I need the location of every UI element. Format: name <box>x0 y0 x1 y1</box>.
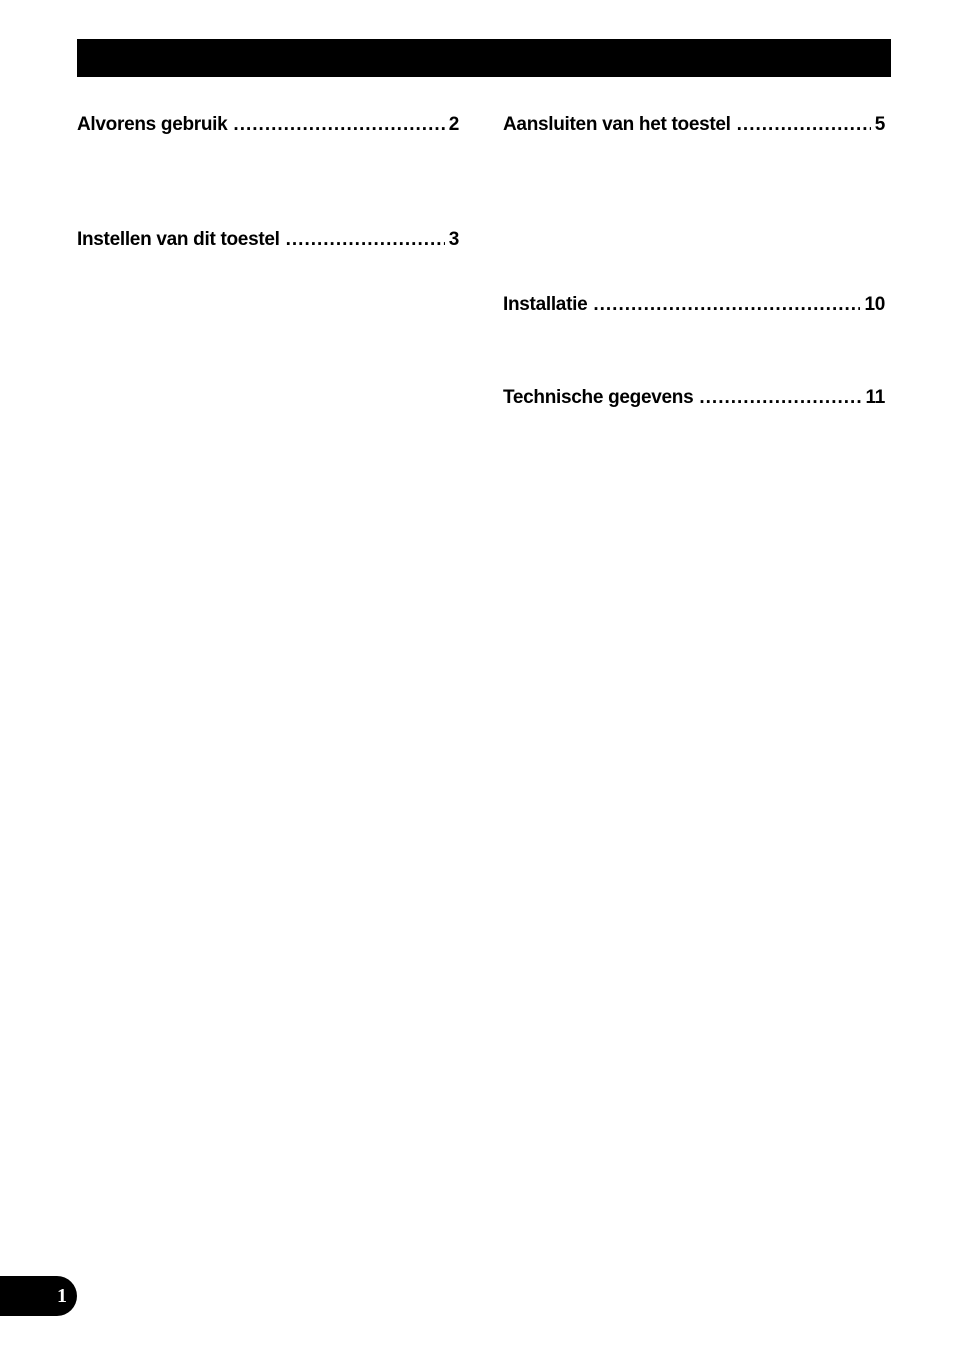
toc-entry-title: Instellen van dit toestel <box>77 229 280 250</box>
toc-entry-title: Aansluiten van het toestel <box>503 114 731 135</box>
toc-entry-page: 10 <box>864 294 885 315</box>
toc-dot-leader <box>699 385 861 411</box>
toc-entry-technische-gegevens[interactable] <box>503 385 885 411</box>
toc-entry-title: Alvorens gebruik <box>77 114 228 135</box>
toc-dot-leader <box>593 292 860 318</box>
toc-entry-instellen-van-dit-toestel[interactable] <box>77 227 459 253</box>
toc-entry-title: Technische gegevens <box>503 387 694 408</box>
header-bar <box>77 39 891 77</box>
toc-dot-leader <box>233 112 444 138</box>
toc-entry-page: 11 <box>865 387 885 408</box>
toc-dot-leader <box>286 227 445 253</box>
toc-dot-leader <box>737 112 871 138</box>
toc-entry-page: 5 <box>874 114 885 135</box>
toc-entry-title: Installatie <box>503 294 588 315</box>
toc-entry-alvorens-gebruik[interactable] <box>77 112 459 138</box>
toc-entry-page: 3 <box>448 229 459 250</box>
toc-entry-installatie[interactable] <box>503 292 885 318</box>
page-number: 1 <box>57 1285 67 1307</box>
toc-entry-aansluiten-van-het-toestel[interactable] <box>503 112 885 138</box>
toc-entry-page: 2 <box>448 114 459 135</box>
page-number-tab <box>0 1276 77 1316</box>
